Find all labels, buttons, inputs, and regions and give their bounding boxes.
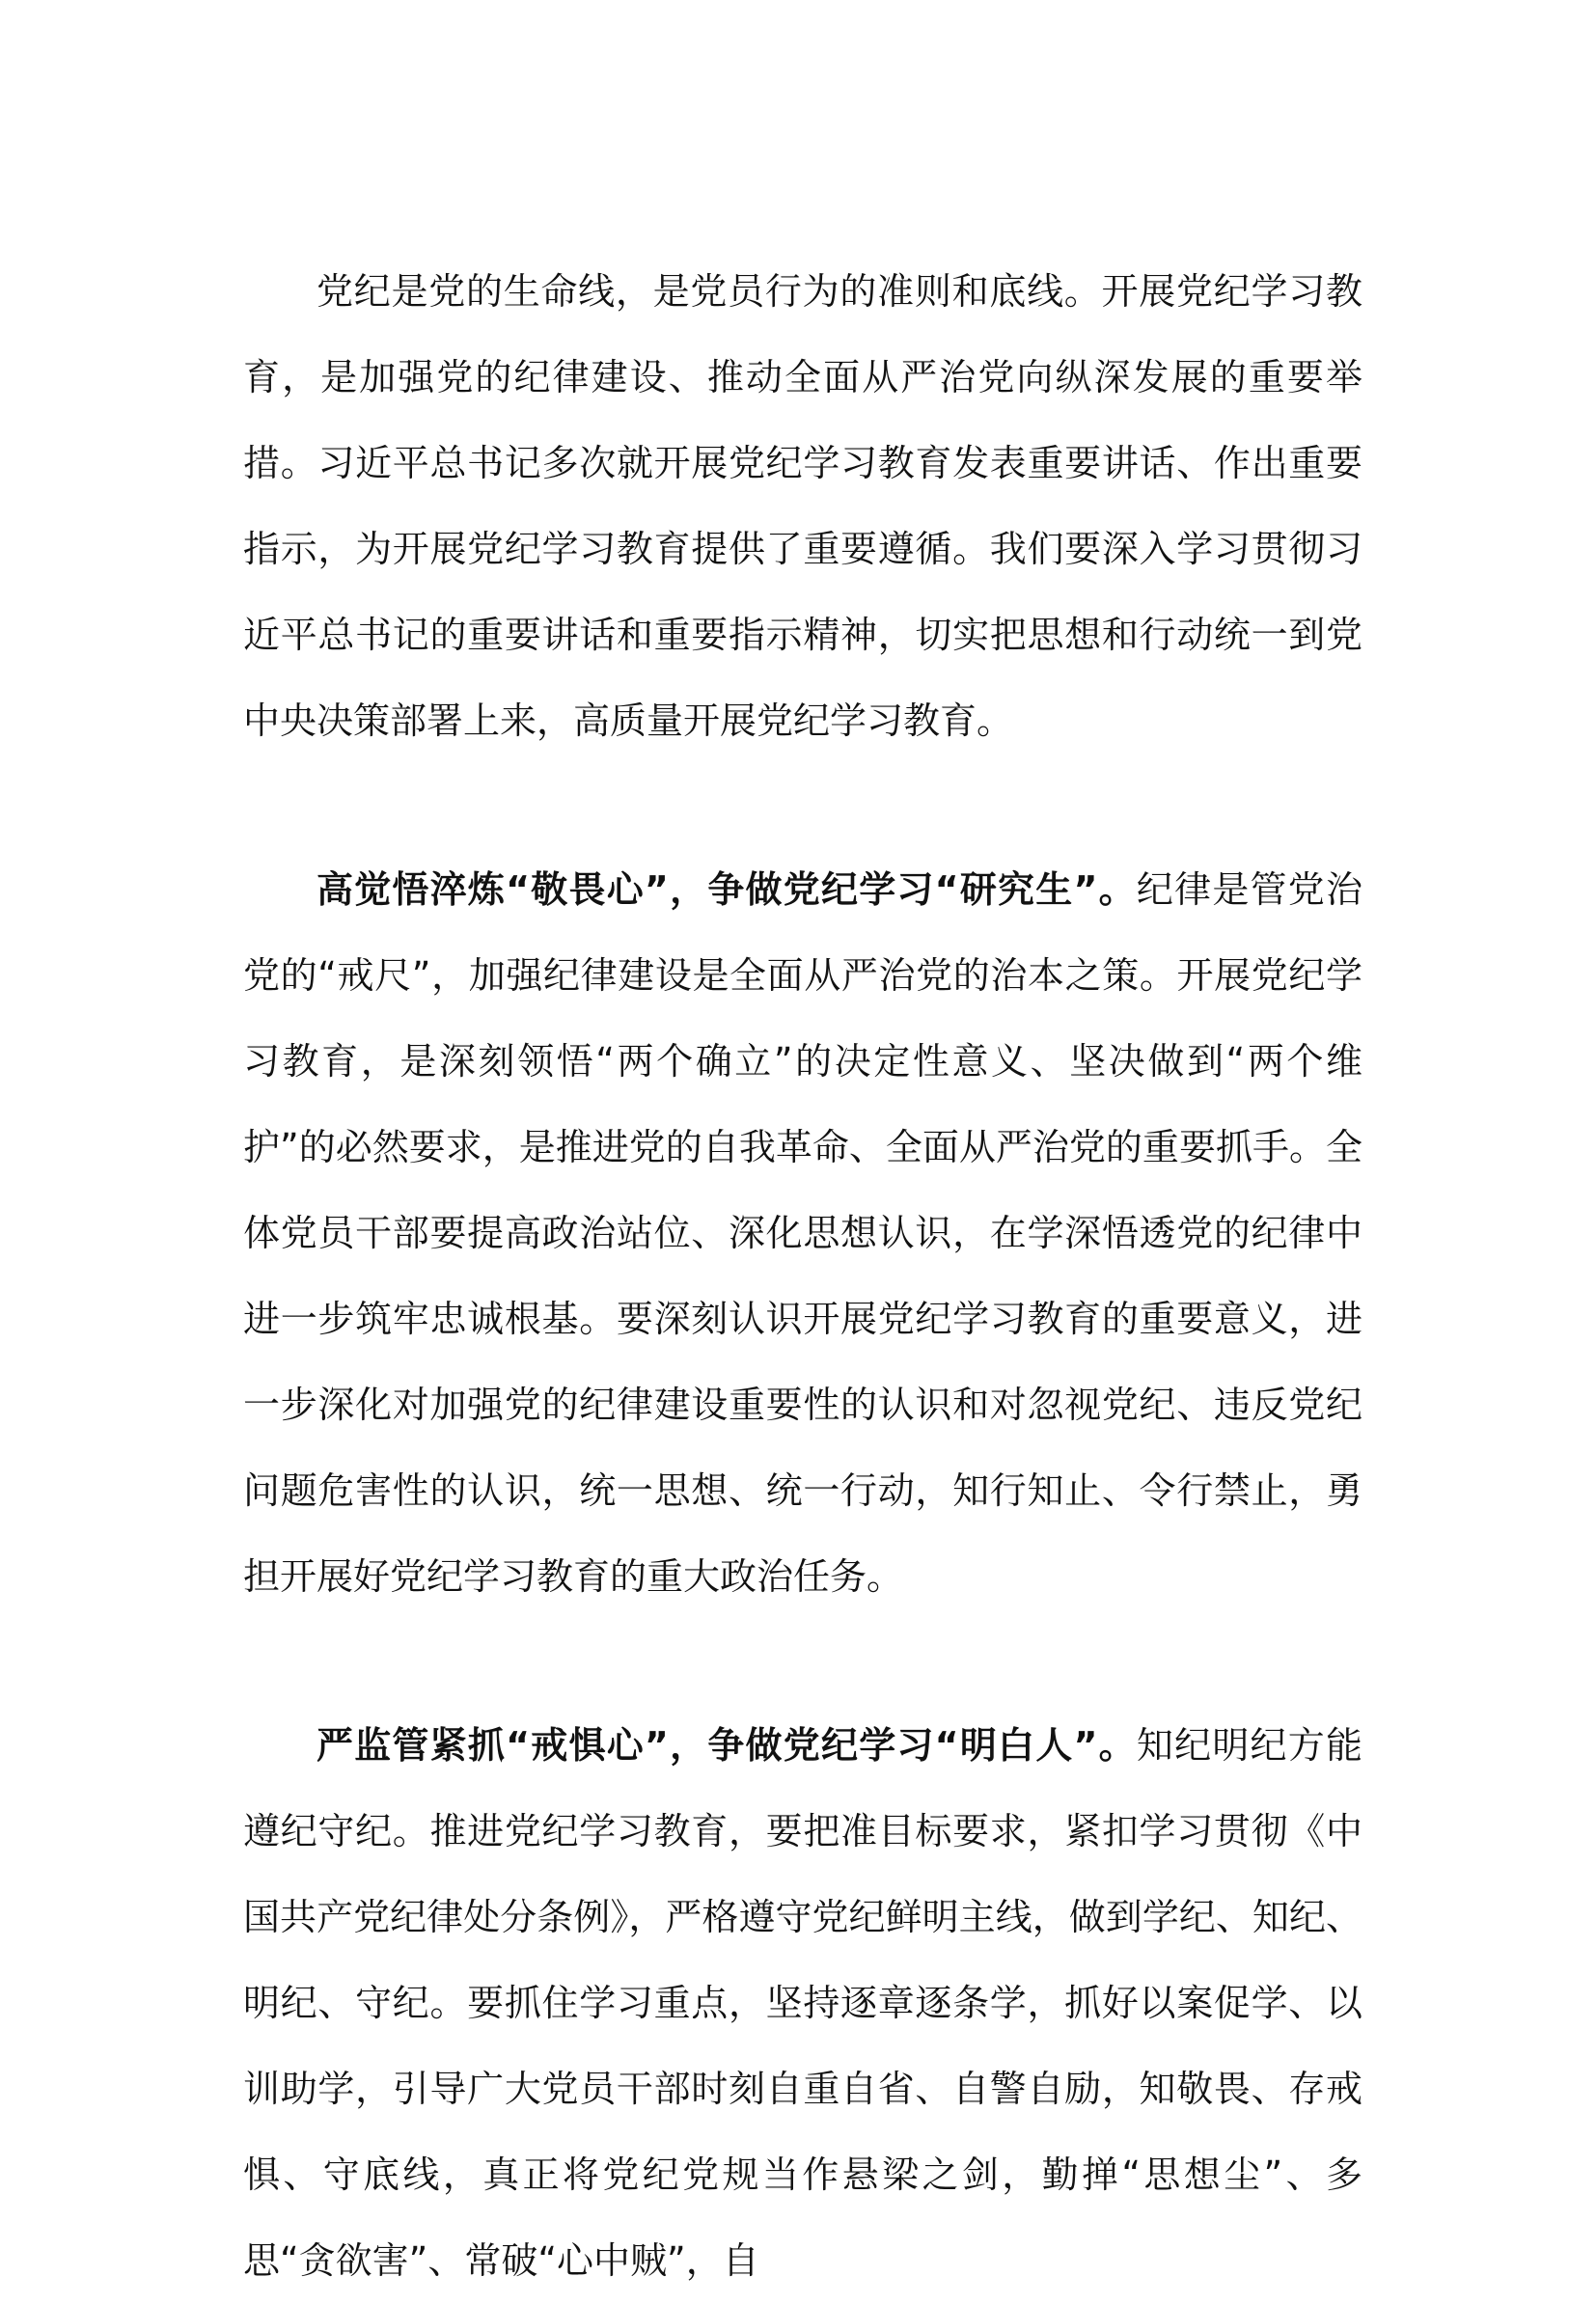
paragraph-body: 知纪明纪方能遵纪守纪。推进党纪学习教育，要把准目标要求，紧扣学习贯彻《中国共产党纪律处分条例》，严格遵守党纪鲜明主线，做到学纪、知纪、明纪、守纪。要抓住学习重点，坚持逐章逐条学，抓好以案促学、以训助学，引导广大党员干部时刻自重自省、自警自励，知敬畏、存戒惧、守底线，真正将党纪党规当作悬梁之剑，勤掸“思想尘”、多思“贪欲害”、常破“心中贼”，自 bbox=[243, 1724, 1362, 2282]
section-heading: 严监管紧抓“戒惧心”，争做党纪学习“明白人”。 bbox=[316, 1724, 1137, 1767]
document-page bbox=[243, 249, 1362, 2304]
paragraph-body: 纪律是管党治党的“戒尺”，加强纪律建设是全面从严治党的治本之策。开展党纪学习教育，是深刻领悟“两个确立”的决定性意义、坚决做到“两个维护”的必然要求，是推进党的自我革命、全面从严治党的重要抓手。全体党员干部要提高政治站位、深化思想认识，在学深悟透党的纪律中进一步筑牢忠诚根基。要深刻认识开展党纪学习教育的重要意义，进一步深化对加强党的纪律建设重要性的认识和对忽视党纪、违反党纪问题危害性的认识，统一思想、统一行动，知行知止、令行禁止，勇担开展好党纪学习教育的重大政治任务。 bbox=[243, 868, 1362, 1598]
paragraph-section-2 bbox=[243, 1703, 1362, 2304]
section-heading: 高觉悟淬炼“敬畏心”，争做党纪学习“研究生”。 bbox=[316, 868, 1137, 911]
paragraph-section-1 bbox=[243, 847, 1362, 1620]
paragraph-intro bbox=[243, 249, 1362, 764]
paragraph-body: 党纪是党的生命线，是党员行为的准则和底线。开展党纪学习教育，是加强党的纪律建设、推动全面从严治党向纵深发展的重要举措。习近平总书记多次就开展党纪学习教育发表重要讲话、作出重要指示，为开展党纪学习教育提供了重要遵循。我们要深入学习贯彻习近平总书记的重要讲话和重要指示精神，切实把思想和行动统一到党中央决策部署上来，高质量开展党纪学习教育。 bbox=[243, 270, 1362, 742]
